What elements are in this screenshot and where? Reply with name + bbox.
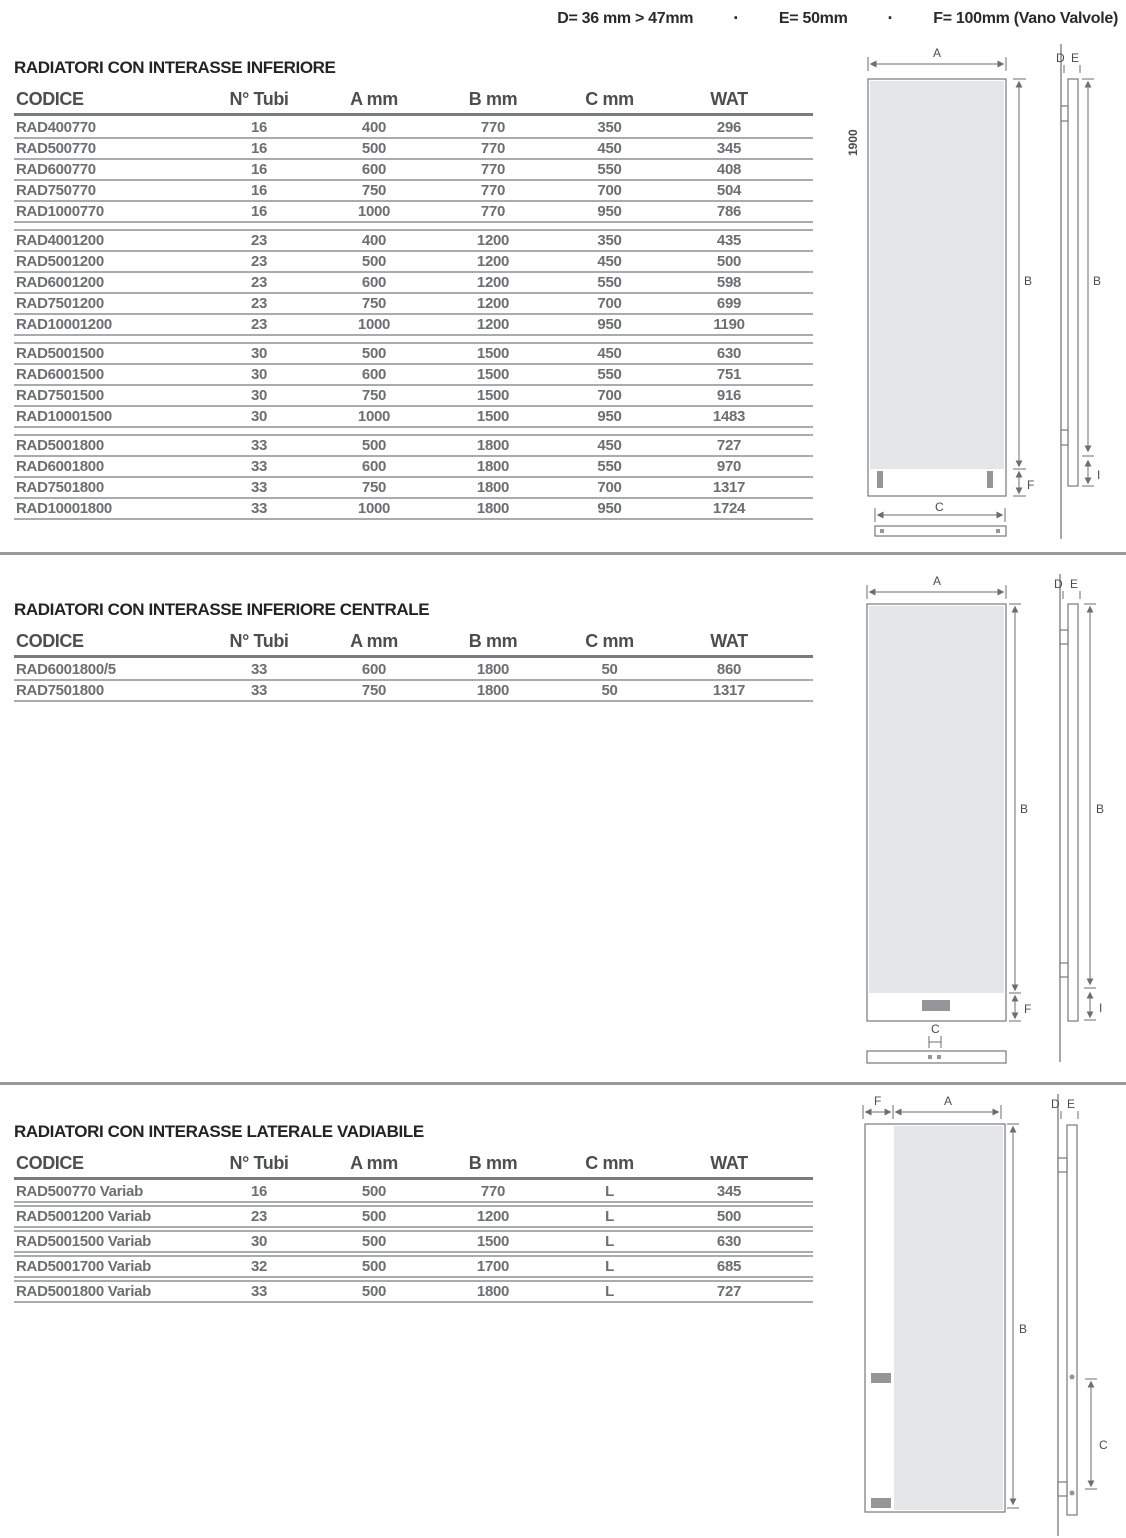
table-row	[14, 181, 813, 202]
bracket-hole	[880, 529, 884, 533]
column-header-b: B mm	[468, 1153, 518, 1173]
table-cell: 1483	[712, 408, 746, 425]
table-cell: 750	[361, 682, 387, 699]
dimension-label-c: C	[1099, 1438, 1108, 1452]
bracket-hole	[928, 1055, 932, 1059]
table-row	[14, 1232, 813, 1253]
section-interasse-inferiore	[14, 58, 813, 520]
column-header-tubi: N° Tubi	[229, 89, 289, 109]
table-body	[14, 118, 813, 520]
column-header-wat: WAT	[710, 1153, 748, 1173]
table-row	[14, 436, 813, 457]
wall-mount-bottom	[1060, 963, 1068, 977]
table-cell: 1190	[713, 316, 745, 333]
table-cell: 1000	[357, 316, 391, 333]
table-cell: 950	[597, 316, 622, 333]
table-cell: 1800	[476, 500, 510, 517]
table-cell: 598	[716, 274, 742, 291]
table-cell: 600	[361, 458, 387, 475]
table-cell: 50	[601, 682, 618, 699]
column-header-c: C mm	[585, 631, 634, 651]
table-cell: 450	[597, 345, 622, 362]
table-row-group	[14, 118, 813, 223]
table-row	[14, 160, 813, 181]
table-cell: 1000	[357, 408, 391, 425]
table-cell: 1200	[476, 316, 510, 333]
table-row-group	[14, 1230, 813, 1253]
column-header-tubi: N° Tubi	[229, 1153, 289, 1173]
table-cell: 1200	[476, 232, 510, 249]
table-cell: L	[605, 1233, 614, 1250]
table-row	[14, 407, 813, 428]
table-cell: 751	[716, 366, 742, 383]
table-cell: 296	[716, 119, 742, 136]
table-cell: RAD10001500	[16, 408, 112, 425]
table-row	[14, 365, 813, 386]
column-header-codice: CODICE	[16, 1153, 84, 1173]
table-cell: 630	[716, 345, 742, 362]
column-header-a: A mm	[350, 89, 398, 109]
table-cell: RAD500770 Variab	[16, 1183, 143, 1200]
column-header-tubi: N° Tubi	[229, 631, 289, 651]
table-cell: RAD750770	[16, 182, 96, 199]
wall-mount-top	[1060, 630, 1068, 644]
table-row	[14, 660, 813, 681]
table-body	[14, 660, 813, 702]
table-cell: 30	[250, 366, 268, 383]
table-cell: 770	[480, 140, 506, 157]
column-header-wat: WAT	[710, 631, 748, 651]
dimensions-legend	[557, 8, 1118, 29]
table-row-group	[14, 1280, 813, 1303]
table-row	[14, 315, 813, 336]
table-cell: 1800	[476, 682, 510, 699]
table-cell: 750	[361, 479, 387, 496]
table-cell: 770	[480, 119, 506, 136]
column-header-b: B mm	[468, 89, 518, 109]
table-cell: 1800	[476, 661, 510, 678]
table-row	[14, 273, 813, 294]
radiator-diagram-lateral-connection	[840, 1092, 1126, 1538]
dimension-label-c: C	[935, 500, 944, 514]
table-cell: 1200	[476, 274, 510, 291]
table-cell: 600	[361, 366, 387, 383]
wall-mount-top	[1058, 1158, 1067, 1172]
radiator-side-view	[1067, 1125, 1077, 1515]
table-cell: 750	[361, 295, 387, 312]
table-cell: RAD5001800 Variab	[16, 1283, 151, 1300]
table-row-group	[14, 434, 813, 520]
table-cell: RAD400770	[16, 119, 96, 136]
height-note-1900: 1900	[846, 129, 860, 156]
table-cell: 500	[361, 1233, 387, 1250]
section-divider	[0, 552, 1126, 555]
dimension-label-d: D	[1056, 51, 1065, 65]
table-cell: L	[605, 1258, 614, 1275]
table-cell: 33	[250, 682, 268, 699]
table-cell: 770	[480, 1183, 506, 1200]
section-title: RADIATORI CON INTERASSE INFERIORE CENTRALE	[14, 600, 430, 619]
table-cell: 16	[250, 119, 268, 136]
table-row-group	[14, 1255, 813, 1278]
section-divider	[0, 1082, 1126, 1085]
table-cell: 550	[597, 458, 622, 475]
table-cell: 550	[597, 366, 622, 383]
column-header-wat: WAT	[710, 89, 748, 109]
table-cell: 750	[361, 182, 387, 199]
table-row	[14, 139, 813, 160]
table-cell: 1200	[476, 253, 510, 270]
table-cell: 500	[361, 1183, 387, 1200]
legend-separator: ·	[733, 8, 739, 28]
table-header	[14, 1150, 813, 1180]
table-row	[14, 118, 813, 139]
table-cell: 770	[480, 161, 506, 178]
legend-separator: ·	[887, 8, 894, 28]
wall-mount-bottom	[1058, 1482, 1067, 1496]
table-cell: 700	[597, 479, 622, 496]
table-cell: RAD6001800	[16, 458, 104, 475]
table-cell: RAD600770	[16, 161, 96, 178]
side-connection-lower	[1070, 1491, 1075, 1496]
table-cell: 500	[716, 1208, 742, 1225]
section-title: RADIATORI CON INTERASSE LATERALE VADIABILE	[14, 1122, 424, 1141]
table-cell: 700	[597, 387, 622, 404]
dimension-label-d: D	[1054, 577, 1063, 591]
table-cell: 1800	[476, 479, 510, 496]
table-cell: 1317	[712, 682, 746, 699]
table-cell: 970	[716, 458, 742, 475]
table-cell: 50	[601, 661, 618, 678]
table-cell: 1500	[476, 366, 510, 383]
table-cell: 33	[250, 458, 268, 475]
section-interasse-inferiore-centrale	[14, 600, 813, 702]
table-cell: 600	[361, 161, 387, 178]
table-cell: 504	[716, 182, 742, 199]
dimension-label-e: E	[1067, 1097, 1076, 1111]
table-header	[14, 86, 813, 116]
radiator-diagram-central-connection	[840, 572, 1126, 1064]
table-cell: RAD5001700 Variab	[16, 1258, 151, 1275]
table-row	[14, 681, 813, 702]
wall-mount-bottom	[1061, 430, 1068, 445]
dimension-label-f: F	[1024, 1002, 1032, 1016]
table-cell: RAD7501200	[16, 295, 104, 312]
table-row-group	[14, 1205, 813, 1228]
table-cell: 916	[716, 387, 742, 404]
table-cell: 1800	[476, 458, 510, 475]
table-cell: 408	[716, 161, 742, 178]
table-row-group	[14, 342, 813, 428]
table-cell: 1724	[712, 500, 746, 517]
table-row	[14, 1182, 813, 1203]
table-cell: 1200	[476, 295, 510, 312]
section-interasse-laterale-variabile	[14, 1122, 813, 1303]
table-row	[14, 1207, 813, 1228]
table-row-group	[14, 660, 813, 702]
table-cell: RAD500770	[16, 140, 96, 157]
table-row	[14, 386, 813, 407]
table-cell: 727	[716, 1283, 742, 1300]
table-cell: 32	[250, 1258, 268, 1275]
dimension-label-b: B	[1019, 1322, 1028, 1336]
table-cell: 345	[716, 140, 742, 157]
dimension-label-d: D	[1051, 1097, 1060, 1111]
table-cell: RAD5001500	[16, 345, 104, 362]
table-cell: RAD10001200	[16, 316, 112, 333]
table-cell: 1500	[476, 345, 510, 362]
column-header-c: C mm	[585, 89, 634, 109]
lateral-valve-connection-upper	[871, 1373, 891, 1383]
table-cell: RAD1000770	[16, 203, 104, 220]
table-cell: 23	[250, 316, 268, 333]
table-cell: 23	[250, 253, 268, 270]
table-cell: 435	[716, 232, 742, 249]
dimension-label-a: A	[933, 574, 942, 588]
radiator-panel	[894, 1126, 1003, 1510]
legend-item-d: D= 36 mm > 47mm	[557, 9, 694, 27]
table-cell: 1800	[476, 437, 510, 454]
table-cell: 1000	[357, 500, 391, 517]
table-cell: 16	[250, 1183, 268, 1200]
table-cell: 450	[597, 140, 622, 157]
table-cell: RAD5001200	[16, 253, 104, 270]
radiator-panel	[870, 81, 1004, 469]
column-header-a: A mm	[350, 631, 398, 651]
table-row	[14, 294, 813, 315]
table-cell: 1000	[357, 203, 391, 220]
table-cell: 786	[716, 203, 742, 220]
lateral-valve-connection-lower	[871, 1498, 891, 1508]
dimension-label-e: E	[1070, 577, 1079, 591]
table-cell: 1500	[476, 408, 510, 425]
section-title: RADIATORI CON INTERASSE INFERIORE	[14, 58, 336, 77]
column-header-b: B mm	[468, 631, 518, 651]
wall-bracket-bar	[867, 1051, 1006, 1063]
table-row	[14, 231, 813, 252]
table-cell: 400	[361, 119, 387, 136]
dimension-label-b: B	[1096, 802, 1105, 816]
table-cell: 33	[250, 661, 268, 678]
table-cell: 500	[361, 140, 387, 157]
table-cell: 770	[480, 182, 506, 199]
table-cell: 450	[597, 253, 622, 270]
dimension-label-e: E	[1071, 51, 1080, 65]
table-cell: 450	[597, 437, 622, 454]
table-cell: 600	[361, 274, 387, 291]
table-cell: 16	[250, 203, 268, 220]
table-cell: 1200	[476, 1208, 510, 1225]
table-cell: RAD6001800/5	[16, 661, 116, 678]
table-cell: 700	[597, 182, 622, 199]
dimension-label-b: B	[1024, 274, 1033, 288]
table-cell: 750	[361, 387, 387, 404]
table-cell: 1800	[476, 1283, 510, 1300]
dimension-label-i: I	[1099, 1001, 1103, 1015]
column-header-a: A mm	[350, 1153, 398, 1173]
dimension-label-i: I	[1097, 468, 1101, 482]
table-cell: 600	[361, 661, 387, 678]
table-cell: L	[605, 1208, 614, 1225]
table-cell: RAD7501800	[16, 682, 104, 699]
table-cell: RAD4001200	[16, 232, 104, 249]
table-cell: 23	[250, 274, 268, 291]
dimension-label-b: B	[1093, 274, 1102, 288]
table-cell: 1317	[712, 479, 746, 496]
table-row	[14, 1257, 813, 1278]
table-header	[14, 628, 813, 658]
table-row	[14, 252, 813, 273]
bracket-hole	[996, 529, 1000, 533]
table-body	[14, 1182, 813, 1303]
legend-item-f: F= 100mm (Vano Valvole)	[933, 9, 1118, 27]
valve-connection-left	[877, 471, 883, 488]
table-cell: 345	[716, 1183, 742, 1200]
table-row	[14, 1282, 813, 1303]
table-cell: 500	[361, 437, 387, 454]
dimension-label-f: F	[1027, 478, 1035, 492]
table-cell: 550	[597, 161, 622, 178]
table-cell: RAD5001800	[16, 437, 104, 454]
radiator-diagram-bottom-connection	[830, 42, 1126, 542]
table-row	[14, 344, 813, 365]
table-cell: 33	[250, 437, 268, 454]
table-row	[14, 478, 813, 499]
table-row-group	[14, 229, 813, 336]
table-cell: 500	[361, 1258, 387, 1275]
table-cell: 1500	[476, 1233, 510, 1250]
table-cell: 16	[250, 182, 268, 199]
table-cell: 16	[250, 161, 268, 178]
table-cell: RAD6001500	[16, 366, 104, 383]
table-cell: 500	[361, 253, 387, 270]
table-cell: 950	[597, 500, 622, 517]
table-cell: 860	[716, 661, 742, 678]
table-cell: 685	[716, 1258, 742, 1275]
bracket-hole	[937, 1055, 941, 1059]
table-cell: 950	[597, 203, 622, 220]
side-connection-upper	[1070, 1375, 1075, 1380]
table-cell: 500	[716, 253, 742, 270]
radiator-panel	[869, 606, 1004, 993]
table-cell: 727	[716, 437, 742, 454]
table-cell: RAD5001500 Variab	[16, 1233, 151, 1250]
table-cell: 33	[250, 1283, 268, 1300]
table-row	[14, 499, 813, 520]
table-cell: 30	[250, 408, 268, 425]
table-cell: 350	[597, 232, 622, 249]
table-cell: 699	[716, 295, 742, 312]
radiator-side-view	[1068, 79, 1078, 486]
table-cell: RAD5001200 Variab	[16, 1208, 151, 1225]
table-row	[14, 202, 813, 223]
table-cell: 1700	[476, 1258, 510, 1275]
table-cell: 500	[361, 345, 387, 362]
table-cell: 33	[250, 500, 268, 517]
table-cell: 350	[597, 119, 622, 136]
table-cell: 770	[480, 203, 506, 220]
table-cell: RAD6001200	[16, 274, 104, 291]
column-header-codice: CODICE	[16, 89, 84, 109]
table-cell: L	[605, 1283, 614, 1300]
radiator-side-view	[1068, 604, 1078, 1021]
table-cell: 23	[250, 295, 268, 312]
column-header-c: C mm	[585, 1153, 634, 1173]
table-cell: 630	[716, 1233, 742, 1250]
table-row-group	[14, 1182, 813, 1203]
table-cell: 23	[250, 1208, 268, 1225]
table-cell: 700	[597, 295, 622, 312]
table-row	[14, 457, 813, 478]
table-cell: 30	[250, 387, 268, 404]
dimension-label-a: A	[944, 1094, 953, 1108]
table-cell: 30	[250, 345, 268, 362]
table-cell: 400	[361, 232, 387, 249]
dimension-label-f: F	[874, 1094, 882, 1108]
dimension-label-c: C	[931, 1022, 940, 1036]
wall-mount-top	[1061, 106, 1068, 121]
central-valve-connection	[922, 1000, 950, 1011]
table-cell: 16	[250, 140, 268, 157]
table-cell: 500	[361, 1208, 387, 1225]
table-cell: RAD7501500	[16, 387, 104, 404]
wall-bracket-bar	[875, 526, 1006, 536]
valve-connection-right	[987, 471, 993, 488]
table-cell: 950	[597, 408, 622, 425]
table-cell: 23	[250, 232, 268, 249]
dimension-label-b: B	[1020, 802, 1029, 816]
table-cell: L	[605, 1183, 614, 1200]
table-cell: 550	[597, 274, 622, 291]
dimension-label-a: A	[933, 46, 942, 60]
column-header-codice: CODICE	[16, 631, 84, 651]
legend-item-e: E= 50mm	[778, 9, 848, 27]
table-cell: 30	[250, 1233, 268, 1250]
table-cell: RAD7501800	[16, 479, 104, 496]
table-cell: 500	[361, 1283, 387, 1300]
table-cell: 1500	[476, 387, 510, 404]
table-cell: 33	[250, 479, 268, 496]
table-cell: RAD10001800	[16, 500, 112, 517]
